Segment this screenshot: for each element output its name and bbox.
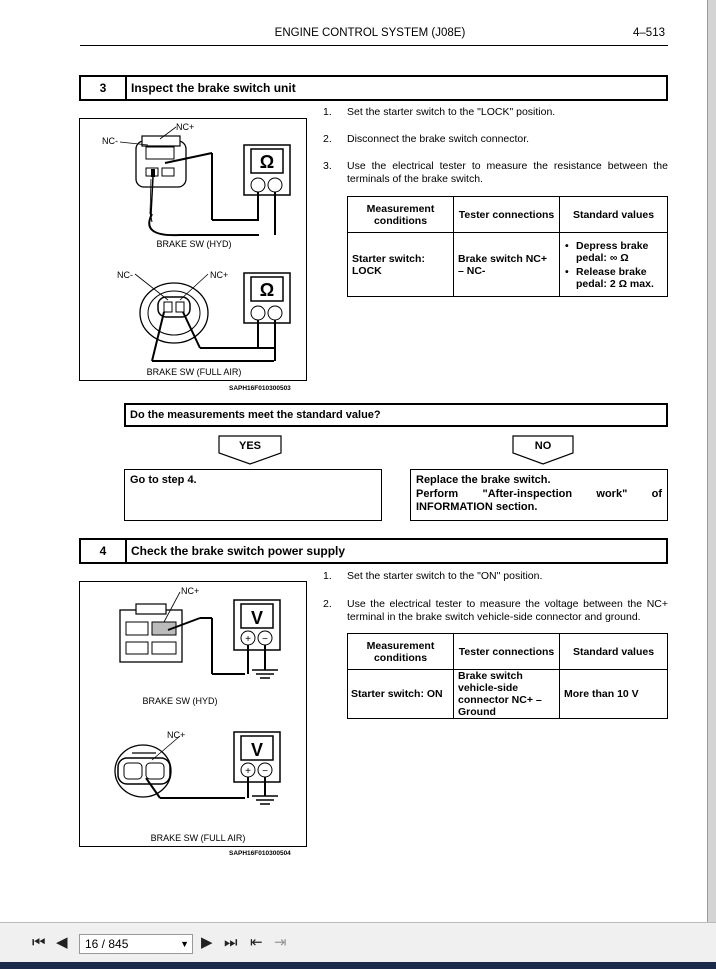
col-header: Standard values [560,197,668,233]
cell-value: More than 10 V [560,670,668,719]
step-4-instructions: 1. Set the starter switch to the "ON" position. 2. Use the electrical tester to measure the voltage between the NC+ terminal in the brake switch vehicle-side connector and ground. [323,570,668,623]
plus-symbol: + [245,766,251,777]
voltmeter-icon [234,600,280,678]
step-number: 4 [81,540,127,562]
hyd-vehicle-connector-illustration [120,592,245,674]
nc-plus-label: NC+ [176,122,195,132]
nc-plus-label-air: NC+ [167,730,186,740]
col-header: Tester connections [454,197,560,233]
go-back-icon[interactable]: ⇤ [250,934,263,951]
cell-values [560,233,668,297]
step-3-instructions: 1. Set the starter switch to the "LOCK" position. 2. Disconnect the brake switch connector. 3. Use the electrical tester to measure the resistance between the terminals of the brake switch. [323,106,668,185]
header-title: ENGINE CONTROL SYSTEM (J08E) [274,27,466,39]
col-header: Standard values [560,634,668,670]
yes-label: YES [238,440,261,452]
step-3-spec-table [347,196,668,297]
minus-symbol: − [262,634,268,645]
next-page-icon[interactable]: ▶ [201,934,213,951]
ohm-symbol: Ω [259,280,275,300]
brake-switch-voltage-diagram [80,582,308,848]
last-page-icon[interactable]: ⏭ [224,934,238,951]
voltmeter-icon [234,732,280,804]
col-header: Measurement conditions [348,634,454,670]
volt-symbol: V [250,740,264,760]
step-title: Inspect the brake switch unit [131,81,296,95]
instruction-item: Set the starter switch to the "ON" position. [347,570,543,582]
header-rule [80,45,668,46]
ohmmeter-icon [244,145,290,235]
brake-switch-resistance-diagram [80,119,308,382]
cell-connection: Brake switch vehicle-side connector NC+ – Ground [454,670,560,719]
instruction-item: Use the electrical tester to measure the resistance between the terminals of the brake switch. [347,160,668,185]
step-4-spec-table [347,633,668,719]
page-indicator: 16 / 845 [85,937,129,951]
yes-result: Go to step 4. [124,469,382,521]
chevron-down-icon[interactable]: ▼ [180,939,189,949]
prev-page-icon[interactable]: ◀ [56,934,68,951]
figure-code: SAPH16F010300504 [229,850,291,857]
os-taskbar-strip [0,962,716,969]
cell-connection: Brake switch NC+ – NC- [454,233,560,297]
cell-condition: Starter switch: ON [348,670,454,719]
caption-full-air: BRAKE SW (FULL AIR) [146,367,242,377]
nc-plus-label-air: NC+ [210,270,229,280]
nc-minus-label: NC- [102,136,118,146]
figure-code: SAPH16F010300503 [229,385,291,392]
no-label: NO [534,440,552,452]
step-number: 3 [81,77,127,99]
page-number-input[interactable] [79,934,193,954]
step-title: Check the brake switch power supply [131,544,346,558]
first-page-icon[interactable]: ⏮ [32,934,46,951]
nc-plus-label: NC+ [181,586,200,596]
plus-symbol: + [245,634,251,645]
step-4-figure [79,581,307,847]
volt-symbol: V [250,608,264,628]
go-forward-icon[interactable]: ⇥ [274,934,287,951]
hyd-connector-illustration [120,127,259,235]
minus-symbol: − [262,766,268,777]
decision-question: Do the measurements meet the standard value? [124,403,668,427]
caption-hyd: BRAKE SW (HYD) [156,239,232,249]
instruction-item: Use the electrical tester to measure the voltage between the NC+ terminal in the brake switch vehicle-side connector and ground. [347,598,668,623]
no-result: Replace the brake switch. Perform "After-inspection work" of INFORMATION section. [410,469,668,521]
value-depress: • Depress brake pedal: ∞ Ω [564,240,663,264]
instruction-item: Set the starter switch to the "LOCK" position. [347,106,556,118]
caption-full-air: BRAKE SW (FULL AIR) [150,833,246,843]
step-3-header [79,75,668,101]
step-3-figure [79,118,307,381]
header-page-ref: 4–513 [633,27,665,39]
step-4-header [79,538,668,564]
cell-condition: Starter switch: LOCK [348,233,454,297]
value-release: • Release brake pedal: 2 Ω max. [564,266,663,290]
nc-minus-label-air: NC- [117,270,133,280]
instruction-item: Disconnect the brake switch connector. [347,133,530,145]
caption-hyd: BRAKE SW (HYD) [142,696,218,706]
full-air-vehicle-connector-illustration [115,736,245,798]
ohm-symbol: Ω [259,152,275,172]
col-header: Tester connections [454,634,560,670]
col-header: Measurement conditions [348,197,454,233]
